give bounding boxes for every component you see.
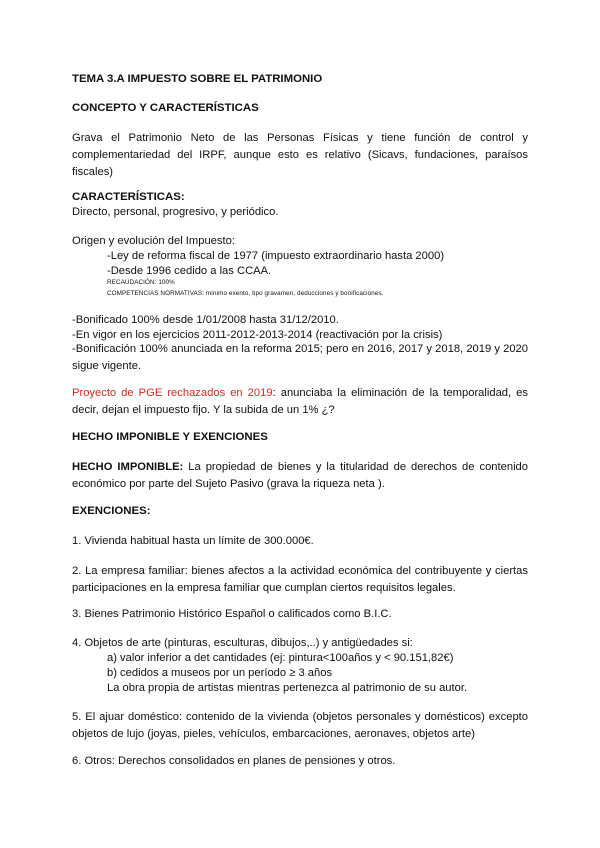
bonificacion-line: -Bonificación 100% anunciada en la reforma 2015; pero en 2016, 2017 y 2018, 2019 y 2020 sigue vigente. xyxy=(72,343,528,372)
bonificacion-line: -Bonificado 100% desde 1/01/2008 hasta 31/12/2010. xyxy=(72,314,339,326)
bonificacion-line: -En vigor en los ejercicios 2011-2012-2013-2014 (reactivación por la crisis) xyxy=(72,329,443,341)
concepto-heading: CONCEPTO Y CARACTERÍSTICAS xyxy=(72,102,259,114)
origen-item: -Desde 1996 cedido a las CCAA. xyxy=(107,265,272,277)
concepto-paragraph: Grava el Patrimonio Neto de las Personas Físicas y tiene función de control y complementariedad del IRPF, aunque esto es relativo (Sicavs, fundaciones, paraísos fiscales) xyxy=(72,132,528,178)
exencion-3: 3. Bienes Patrimonio Histórico Español o calificados como B.I.C. xyxy=(72,608,392,620)
pge-text: : anunciaba la eliminación de la temporalidad, es decir, dejan el impuesto fijo. Y la subida de un 1% ¿? xyxy=(72,387,528,416)
exencion-1: 1. Vivienda habitual hasta un límite de 300.000€. xyxy=(72,535,314,547)
origen-item: -Ley de reforma fiscal de 1977 (impuesto extraordinario hasta 2000) xyxy=(107,250,445,262)
exencion-5: 5. El ajuar doméstico: contenido de la vivienda (objetos personales y domésticos) excepto objetos de lujo (joyas, pieles, vehículos, embarcaciones, aeronaves, objetos arte) xyxy=(72,711,528,740)
exencion-4: 4. Objetos de arte (pinturas, esculturas, dibujos,..) y antigüedades si: xyxy=(72,637,413,649)
hecho-imponible-label: HECHO IMPONIBLE: xyxy=(72,461,184,473)
document-title: TEMA 3.A IMPUESTO SOBRE EL PATRIMONIO xyxy=(72,73,323,85)
exencion-4-item: a) valor inferior a det cantidades (ej: pintura<100años y < 90.151,82€) xyxy=(107,652,454,664)
hecho-exenciones-heading: HECHO IMPONIBLE Y EXENCIONES xyxy=(72,431,268,443)
hecho-imponible-paragraph xyxy=(72,459,528,493)
pge-highlight: Proyecto de PGE rechazados en 2019 xyxy=(72,387,273,399)
competencias-note: COMPETENCIAS NORMATIVAS: mínimo exento, tipo gravamen, deducciones y bonificaciones. xyxy=(107,290,384,297)
exencion-6: 6. Otros: Derechos consolidados en planes de pensiones y otros. xyxy=(72,755,396,767)
recaudacion-note: RECAUDACIÓN: 100% xyxy=(107,279,175,286)
caracteristicas-text: Directo, personal, progresivo, y periódico. xyxy=(72,206,279,218)
exenciones-heading: EXENCIONES: xyxy=(72,505,151,517)
exencion-4-item: La obra propia de artistas mientras pertenezca al patrimonio de su autor. xyxy=(107,682,468,694)
caracteristicas-heading: CARACTERÍSTICAS: xyxy=(72,191,185,203)
exencion-4-item: b) cedidos a museos por un período ≥ 3 años xyxy=(107,667,333,679)
origen-heading: Origen y evolución del Impuesto: xyxy=(72,235,235,247)
hecho-imponible-text: La propiedad de bienes y la titularidad de derechos de contenido económico por parte del Sujeto Pasivo (grava la riqueza neta ). xyxy=(72,461,528,490)
pge-paragraph xyxy=(72,385,528,419)
exencion-2: 2. La empresa familiar: bienes afectos a la actividad económica del contribuyente y ciertas participaciones en la empresa familiar que cumplan ciertos requisitos legales. xyxy=(72,565,528,594)
